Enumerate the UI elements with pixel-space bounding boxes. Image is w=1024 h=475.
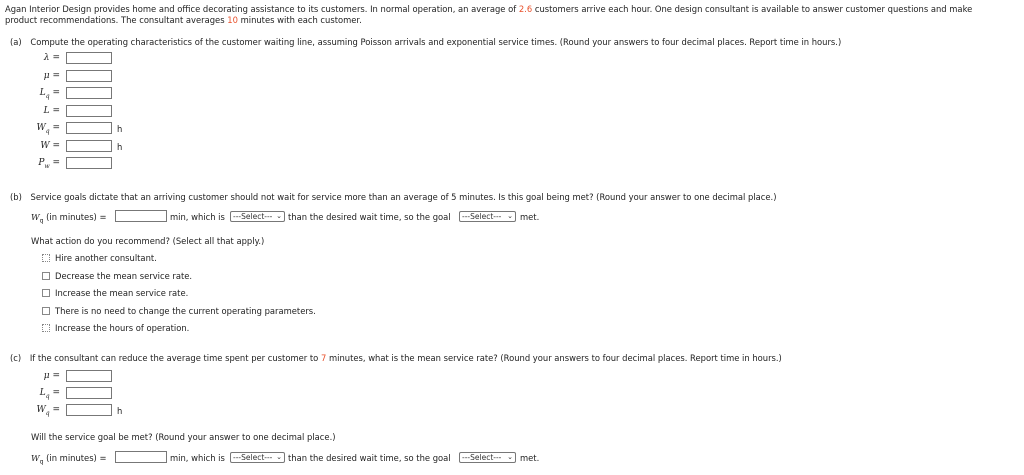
option-label: Increase the mean service rate. bbox=[55, 288, 189, 298]
equals-sign: = bbox=[49, 405, 60, 415]
part_c-symbol bbox=[20, 405, 60, 417]
part_a-symbol bbox=[20, 123, 60, 135]
wq-suffix: (in minutes) = bbox=[46, 453, 107, 463]
part-c-text: If the consultant can reduce the average time spent per customer to bbox=[29, 353, 319, 363]
part_a-answer-input[interactable] bbox=[66, 52, 112, 64]
service-minutes-value: 10 bbox=[227, 15, 238, 25]
option-checkbox[interactable] bbox=[42, 289, 50, 297]
part_a-symbol bbox=[20, 71, 60, 83]
symbol-letter: L bbox=[43, 105, 50, 116]
part_a-answer-input[interactable] bbox=[66, 70, 112, 82]
part-c-wq-input[interactable] bbox=[115, 451, 167, 463]
chevron-down-icon: ⌄ bbox=[276, 453, 282, 461]
symbol-letter: P bbox=[38, 158, 45, 168]
symbol-letter: L bbox=[39, 388, 46, 398]
unit-label: h bbox=[117, 124, 123, 134]
symbol-letter: L bbox=[39, 88, 46, 98]
part_a-answer-input[interactable] bbox=[66, 122, 112, 134]
part-c-prompt bbox=[10, 353, 782, 363]
symbol-subscript: q bbox=[45, 409, 50, 417]
part_c-answer-input[interactable] bbox=[66, 387, 112, 399]
equals-sign: = bbox=[49, 53, 60, 63]
intro-text: customers arrive each hour. One design consultant is available to answer customer questions and make bbox=[534, 4, 973, 14]
option-label: Hire another consultant. bbox=[55, 253, 157, 263]
part-b-goal-select[interactable] bbox=[459, 211, 516, 222]
equals-sign: = bbox=[49, 140, 60, 151]
symbol-subscript: w bbox=[44, 162, 50, 170]
intro-text: product recommendations. The consultant averages bbox=[5, 15, 225, 25]
symbol-letter: W bbox=[36, 405, 46, 415]
part_a-symbol bbox=[20, 141, 60, 153]
part-b-wq-input[interactable] bbox=[115, 210, 167, 222]
part_a-answer-input[interactable] bbox=[66, 157, 112, 169]
part-b-min-text: min, which is bbox=[170, 212, 225, 222]
select-value: ---Select--- bbox=[462, 212, 502, 221]
symbol-letter: μ bbox=[43, 371, 50, 381]
part-b-wq-label bbox=[31, 212, 107, 225]
symbol-subscript: q bbox=[45, 392, 50, 400]
wq-symbol: W bbox=[31, 212, 40, 222]
goal-prompt: Will the service goal be met? (Round your answer to one decimal place.) bbox=[31, 432, 336, 442]
part-b-text: Service goals dictate that an arriving customer should not wait for service more than an average of 5 minutes. Is this goal being met? (Round your answer to one decimal place.) bbox=[30, 192, 777, 202]
part-c-text: minutes, what is the mean service rate? (Round your answers to four decimal places. Report time in hours.) bbox=[328, 353, 782, 363]
option-checkbox[interactable] bbox=[42, 254, 50, 262]
part_a-answer-input[interactable] bbox=[66, 87, 112, 99]
equals-sign: = bbox=[49, 88, 60, 98]
equals-sign: = bbox=[49, 371, 60, 381]
part_a-symbol bbox=[20, 53, 60, 65]
option-checkbox[interactable] bbox=[42, 324, 50, 332]
option-checkbox[interactable] bbox=[42, 307, 50, 315]
reduced-minutes-value: 7 bbox=[320, 353, 327, 363]
equals-sign: = bbox=[49, 388, 60, 398]
part-c-mid-text: than the desired wait time, so the goal bbox=[288, 453, 451, 463]
option-label: There is no need to change the current operating parameters. bbox=[55, 305, 316, 316]
wq-suffix: (in minutes) = bbox=[46, 212, 107, 222]
action-prompt: What action do you recommend? (Select all that apply.) bbox=[31, 236, 265, 246]
part_a-answer-input[interactable] bbox=[66, 140, 112, 152]
part-b-prompt bbox=[10, 192, 776, 202]
chevron-down-icon: ⌄ bbox=[507, 453, 513, 461]
part-a-label: (a) bbox=[10, 37, 22, 47]
arrival-rate-value: 2.6 bbox=[518, 4, 533, 14]
part-a-text: Compute the operating characteristics of the customer waiting line, assuming Poisson arrivals and exponential service times. (Round your answers to four decimal places. Report time in hours.) bbox=[30, 37, 842, 47]
part_a-symbol bbox=[20, 158, 60, 170]
intro-line-2 bbox=[5, 15, 362, 25]
part_c-answer-input[interactable] bbox=[66, 370, 112, 382]
equals-sign: = bbox=[49, 158, 60, 168]
select-value: ---Select--- bbox=[233, 453, 273, 462]
part_a-symbol bbox=[20, 106, 60, 118]
chevron-down-icon: ⌄ bbox=[276, 212, 282, 220]
part-c-wq-label bbox=[31, 453, 107, 466]
unit-label: h bbox=[117, 141, 123, 152]
part_c-symbol bbox=[20, 371, 60, 383]
symbol-letter: μ bbox=[43, 70, 50, 81]
part_c-symbol bbox=[20, 388, 60, 400]
part-c-min-text: min, which is bbox=[170, 453, 225, 463]
symbol-subscript: q bbox=[45, 92, 50, 100]
part-c-goal-select[interactable] bbox=[459, 452, 516, 463]
symbol-subscript: q bbox=[45, 127, 50, 135]
part-b-mid-text: than the desired wait time, so the goal bbox=[288, 212, 451, 222]
part_a-symbol bbox=[20, 88, 60, 100]
part-c-label: (c) bbox=[10, 353, 22, 363]
part_c-answer-input[interactable] bbox=[66, 404, 112, 416]
option-label: Decrease the mean service rate. bbox=[55, 270, 193, 281]
part-c-end-text: met. bbox=[520, 453, 540, 463]
part-c-comparison-select[interactable] bbox=[230, 452, 285, 463]
part-a-prompt bbox=[10, 37, 841, 47]
equals-sign: = bbox=[49, 105, 60, 116]
equals-sign: = bbox=[49, 70, 60, 81]
symbol-letter: W bbox=[40, 140, 50, 151]
intro-line-1 bbox=[5, 4, 972, 14]
equals-sign: = bbox=[49, 123, 60, 133]
option-label: Increase the hours of operation. bbox=[55, 323, 190, 333]
select-value: ---Select--- bbox=[462, 453, 502, 462]
part-b-label: (b) bbox=[10, 192, 22, 202]
part-b-end-text: met. bbox=[520, 212, 540, 222]
unit-label: h bbox=[117, 406, 123, 416]
chevron-down-icon: ⌄ bbox=[507, 212, 513, 220]
wq-subscript: q bbox=[39, 458, 44, 466]
part_a-answer-input[interactable] bbox=[66, 105, 112, 117]
wq-subscript: q bbox=[39, 217, 44, 225]
symbol-letter: λ bbox=[43, 53, 50, 63]
part-b-comparison-select[interactable] bbox=[230, 211, 285, 222]
intro-text: Agan Interior Design provides home and office decorating assistance to its customers. In normal operation, an average of bbox=[5, 4, 517, 14]
option-checkbox[interactable] bbox=[42, 272, 50, 280]
symbol-letter: W bbox=[36, 123, 46, 133]
wq-symbol: W bbox=[31, 453, 40, 463]
select-value: ---Select--- bbox=[233, 212, 273, 221]
intro-text: minutes with each customer. bbox=[240, 15, 362, 25]
